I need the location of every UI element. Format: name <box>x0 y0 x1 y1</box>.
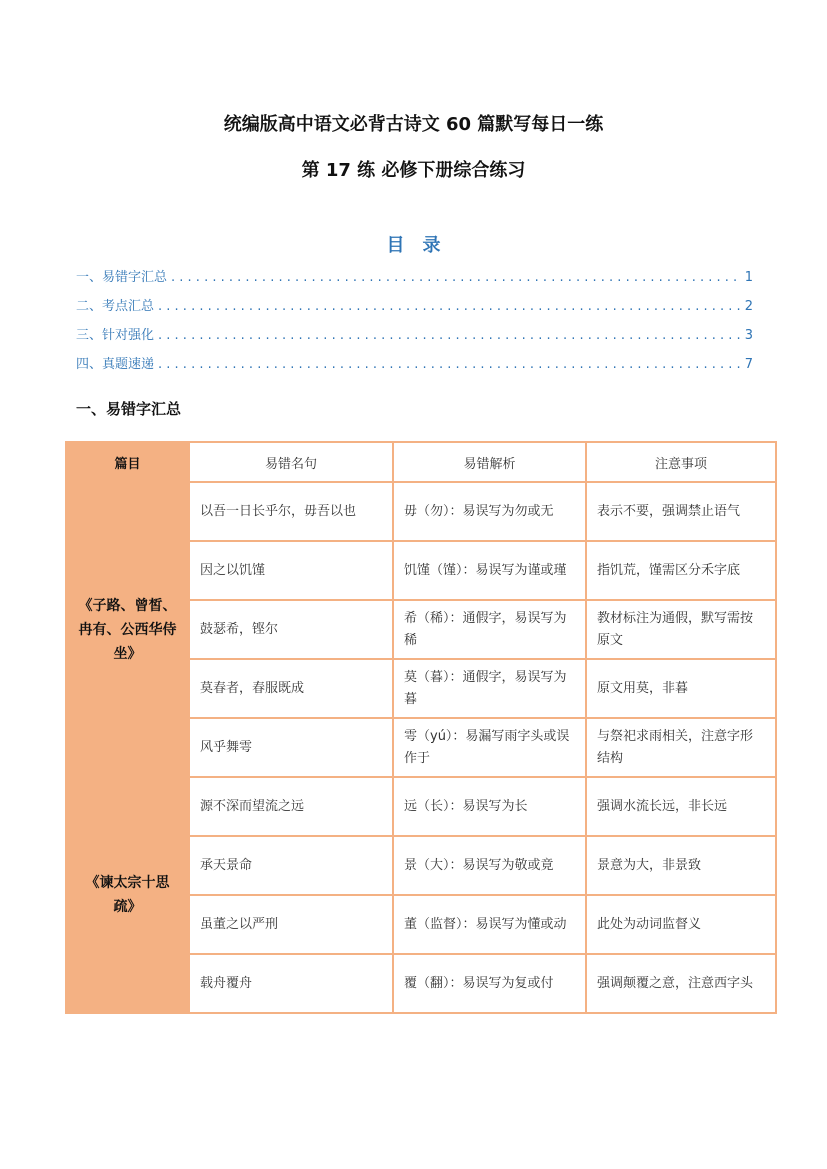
notes-cell: 教材标注为通假，默写需按原文 <box>586 600 776 659</box>
notes-cell: 原文用莫，非暮 <box>586 659 776 718</box>
table-header-row <box>66 442 776 482</box>
notes-cell: 此处为动词监督义 <box>586 895 776 954</box>
toc-item-label: 三、针对强化 <box>76 328 155 343</box>
toc-leader-dots <box>158 328 741 343</box>
document-title: 统编版高中语文必背古诗文 60 篇默写每日一练 <box>223 114 604 135</box>
sentence-cell: 虽董之以严刑 <box>189 895 393 954</box>
analysis-cell: 董（监督）：易误写为懂或动 <box>393 895 586 954</box>
sentence-cell: 鼓瑟希，铿尔 <box>189 600 393 659</box>
toc-item-3[interactable] <box>76 324 753 353</box>
notes-cell: 强调颠覆之意，注意西字头 <box>586 954 776 1013</box>
notes-cell: 与祭祀求雨相关，注意字形结构 <box>586 718 776 777</box>
sentence-cell: 风乎舞雩 <box>189 718 393 777</box>
sentence-cell: 以吾一日长乎尔，毋吾以也 <box>189 482 393 541</box>
notes-cell: 强调水流长远，非长远 <box>586 777 776 836</box>
error-prone-characters-table <box>65 441 777 1014</box>
analysis-cell: 希（稀）：通假字，易误写为稀 <box>393 600 586 659</box>
table-row <box>66 777 776 836</box>
group-title-cell: 《子路、曾皙、冉有、公西华侍坐》 <box>66 482 189 777</box>
analysis-cell: 景（大）：易误写为敬或竟 <box>393 836 586 895</box>
toc-leader-dots <box>158 357 741 372</box>
toc-item-page: 7 <box>744 357 753 372</box>
sentence-cell: 载舟覆舟 <box>189 954 393 1013</box>
toc-item-label: 二、考点汇总 <box>76 299 155 314</box>
notes-cell: 指饥荒，馑需区分禾字底 <box>586 541 776 600</box>
document-subtitle: 第 17 练 必修下册综合练习 <box>301 160 526 181</box>
sentence-cell: 承天景命 <box>189 836 393 895</box>
analysis-cell: 莫（暮）：通假字，易误写为暮 <box>393 659 586 718</box>
toc-leader-dots <box>171 270 741 285</box>
group-title-cell: 《谏太宗十思疏》 <box>66 777 189 1013</box>
toc-item-4[interactable] <box>76 353 753 382</box>
analysis-cell: 覆（翻）：易误写为复或付 <box>393 954 586 1013</box>
toc-item-page: 1 <box>744 270 753 285</box>
sentence-cell: 莫春者，春服既成 <box>189 659 393 718</box>
column-header-sentence: 易错名句 <box>189 442 393 482</box>
analysis-cell: 雩（yú）：易漏写雨字头或误作于 <box>393 718 586 777</box>
table-of-contents <box>76 266 753 382</box>
toc-item-2[interactable] <box>76 295 753 324</box>
analysis-cell: 饥馑（馑）：易误写为谨或瑾 <box>393 541 586 600</box>
notes-cell: 景意为大，非景致 <box>586 836 776 895</box>
sentence-cell: 因之以饥馑 <box>189 541 393 600</box>
toc-heading: 目录 <box>386 235 459 256</box>
toc-item-label: 一、易错字汇总 <box>76 270 168 285</box>
table-row <box>66 482 776 541</box>
toc-item-label: 四、真题速递 <box>76 357 155 372</box>
analysis-cell: 远（长）：易误写为长 <box>393 777 586 836</box>
section-heading: 一、易错字汇总 <box>76 400 182 418</box>
notes-cell: 表示不要，强调禁止语气 <box>586 482 776 541</box>
analysis-cell: 毋（勿）：易误写为勿或无 <box>393 482 586 541</box>
toc-item-page: 2 <box>744 299 753 314</box>
sentence-cell: 源不深而望流之远 <box>189 777 393 836</box>
toc-item-1[interactable] <box>76 266 753 295</box>
column-header-title: 篇目 <box>66 442 189 482</box>
column-header-notes: 注意事项 <box>586 442 776 482</box>
toc-item-page: 3 <box>744 328 753 343</box>
column-header-analysis: 易错解析 <box>393 442 586 482</box>
toc-leader-dots <box>158 299 741 314</box>
